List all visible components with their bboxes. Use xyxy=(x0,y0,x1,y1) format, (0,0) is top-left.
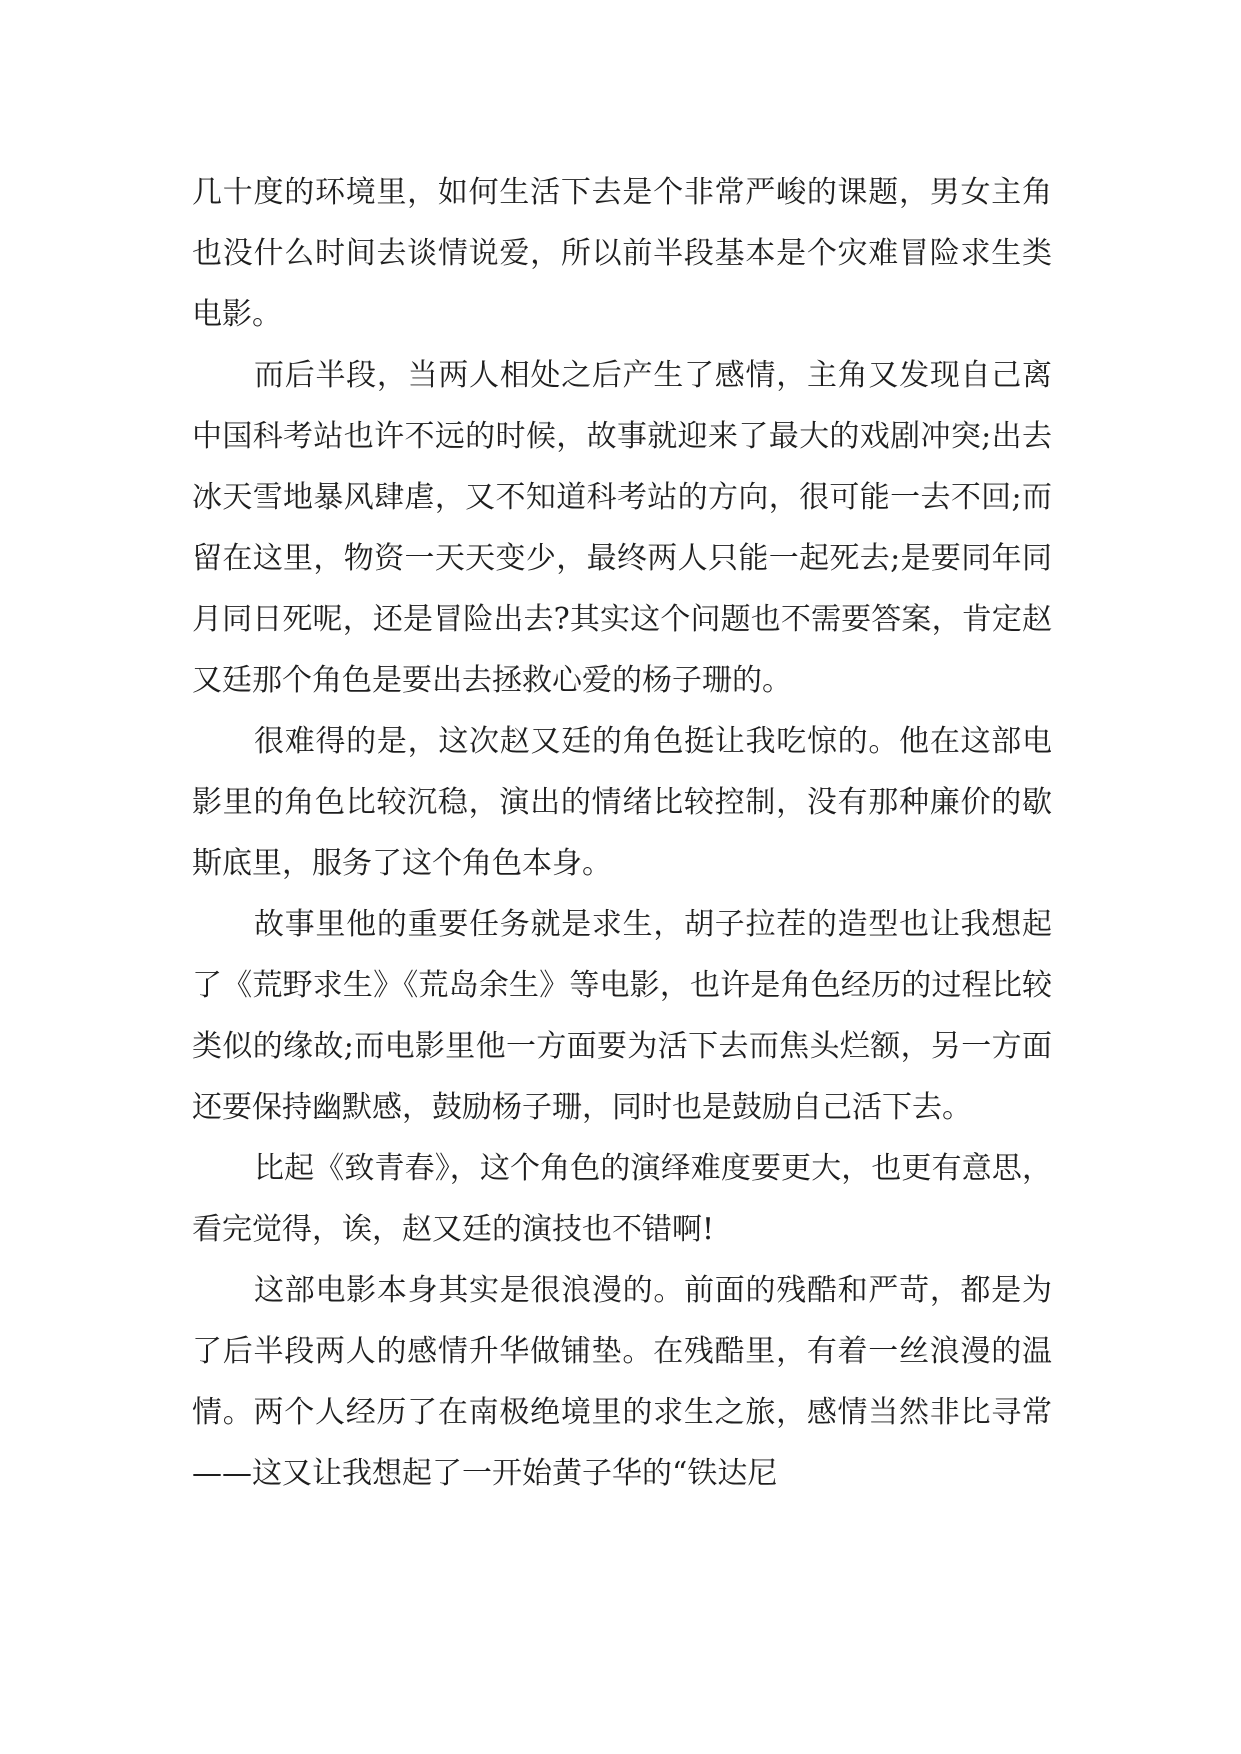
paragraph: 故事里他的重要任务就是求生，胡子拉茬的造型也让我想起了《荒野求生》《荒岛余生》等电影，也许是角色经历的过程比较类似的缘故;而电影里他一方面要为活下去而焦头烂额，另一方面还要保持幽默感，鼓励杨子珊，同时也是鼓励自己活下去。 xyxy=(192,907,1052,1125)
paragraph: 这部电影本身其实是很浪漫的。前面的残酷和严苛，都是为了后半段两人的感情升华做铺垫。在残酷里，有着一丝浪漫的温情。两个人经历了在南极绝境里的求生之旅，感情当然非比寻常——这又让我想起了一开始黄子华的“铁达尼 xyxy=(192,1273,1052,1491)
paragraph: 而后半段，当两人相处之后产生了感情，主角又发现自己离中国科考站也许不远的时候，故事就迎来了最大的戏剧冲突;出去冰天雪地暴风肆虐，又不知道科考站的方向，很可能一去不回;而留在这里，物资一天天变少，最终两人只能一起死去;是要同年同月同日死呢，还是冒险出去?其实这个问题也不需要答案，肯定赵又廷那个角色是要出去拯救心爱的杨子珊的。 xyxy=(192,358,1052,698)
paragraph: 比起《致青春》，这个角色的演绎难度要更大，也更有意思，看完觉得，诶，赵又廷的演技也不错啊! xyxy=(192,1151,1052,1247)
paragraph-continuation: 几十度的环境里，如何生活下去是个非常严峻的课题，男女主角也没什么时间去谈情说爱，所以前半段基本是个灾难冒险求生类电影。 xyxy=(192,175,1052,332)
paragraph: 很难得的是，这次赵又廷的角色挺让我吃惊的。他在这部电影里的角色比较沉稳，演出的情绪比较控制，没有那种廉价的歇斯底里，服务了这个角色本身。 xyxy=(192,724,1052,881)
body-text xyxy=(192,162,1052,1504)
